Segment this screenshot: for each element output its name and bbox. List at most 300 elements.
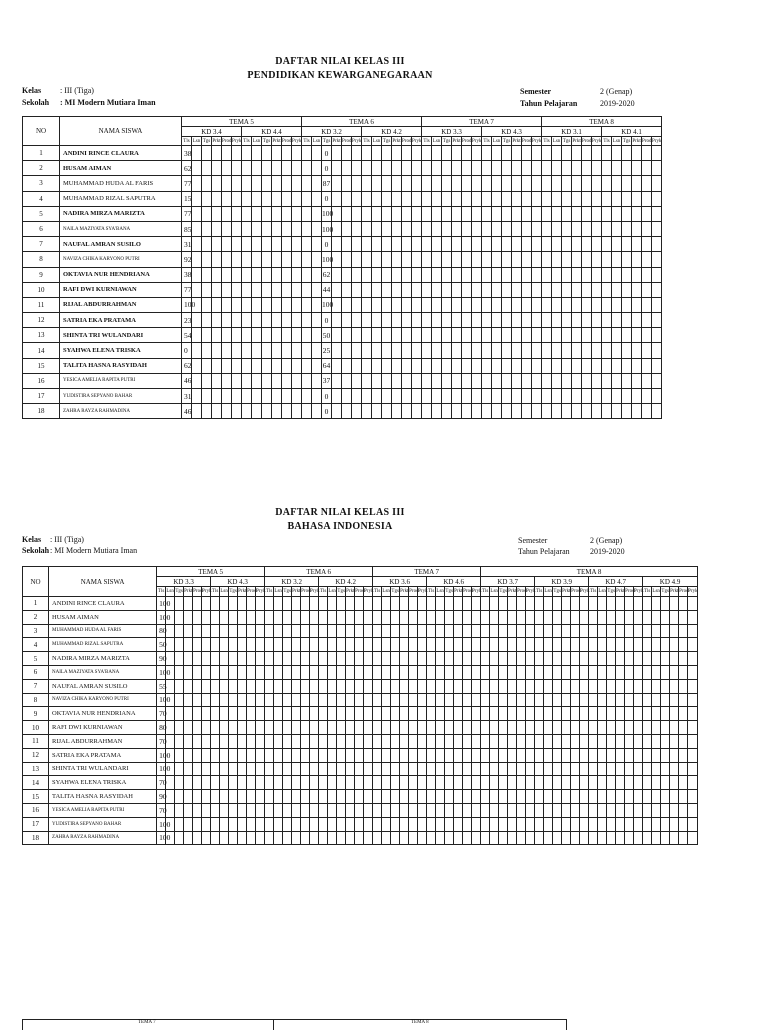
score-cell bbox=[400, 776, 409, 790]
score-cell bbox=[247, 679, 256, 693]
score-cell bbox=[220, 790, 229, 804]
score-cell bbox=[427, 734, 436, 748]
score-cell bbox=[328, 790, 337, 804]
score-cell bbox=[402, 191, 412, 206]
score-kd3-tugas: 100 bbox=[322, 252, 332, 267]
score-cell bbox=[310, 665, 319, 679]
score-cell bbox=[445, 638, 454, 652]
score-cell bbox=[634, 707, 643, 721]
score-cell bbox=[436, 693, 445, 707]
score-cell bbox=[508, 707, 517, 721]
score-cell bbox=[445, 679, 454, 693]
score-cell bbox=[442, 313, 452, 328]
score-cell bbox=[602, 358, 612, 373]
score-cell bbox=[522, 297, 532, 312]
assessment-type-header: Prkt bbox=[400, 587, 409, 597]
score-cell bbox=[391, 776, 400, 790]
score-cell bbox=[490, 638, 499, 652]
score-cell bbox=[352, 221, 362, 236]
score-cell bbox=[373, 831, 382, 845]
score-kd1-tulis: 70 bbox=[157, 734, 166, 748]
score-cell bbox=[229, 693, 238, 707]
score-cell bbox=[402, 343, 412, 358]
score-cell bbox=[372, 161, 382, 176]
score-cell bbox=[632, 328, 642, 343]
score-cell bbox=[598, 652, 607, 666]
score-cell bbox=[445, 831, 454, 845]
score-cell bbox=[373, 748, 382, 762]
score-cell bbox=[242, 297, 252, 312]
score-cell bbox=[392, 343, 402, 358]
score-cell bbox=[598, 665, 607, 679]
score-cell bbox=[616, 776, 625, 790]
score-cell bbox=[589, 734, 598, 748]
score-cell bbox=[283, 693, 292, 707]
score-cell bbox=[553, 597, 562, 611]
score-cell bbox=[508, 734, 517, 748]
header-row-tema bbox=[23, 567, 698, 577]
score-cell bbox=[422, 373, 432, 388]
score-cell bbox=[572, 176, 582, 191]
score-cell bbox=[256, 776, 265, 790]
student-row bbox=[23, 176, 662, 191]
score-cell bbox=[238, 638, 247, 652]
assessment-type-header: Prod bbox=[522, 138, 532, 144]
score-cell bbox=[220, 721, 229, 735]
score-kd1-tulis: 100 bbox=[157, 748, 166, 762]
score-cell bbox=[492, 343, 502, 358]
score-cell bbox=[242, 161, 252, 176]
score-cell bbox=[462, 373, 472, 388]
score-cell bbox=[625, 638, 634, 652]
score-cell bbox=[409, 707, 418, 721]
score-cell bbox=[312, 358, 322, 373]
score-cell bbox=[382, 817, 391, 831]
score-cell bbox=[481, 597, 490, 611]
kd-header: KD 4.9 bbox=[643, 577, 698, 587]
score-cell bbox=[462, 313, 472, 328]
score-cell bbox=[310, 638, 319, 652]
score-cell bbox=[502, 191, 512, 206]
score-cell bbox=[553, 665, 562, 679]
score-cell bbox=[688, 748, 698, 762]
score-cell bbox=[202, 191, 212, 206]
score-cell bbox=[612, 404, 622, 419]
score-cell bbox=[589, 638, 598, 652]
score-cell bbox=[422, 176, 432, 191]
score-cell bbox=[319, 610, 328, 624]
score-cell bbox=[634, 597, 643, 611]
score-cell bbox=[652, 638, 661, 652]
score-cell bbox=[301, 776, 310, 790]
score-cell bbox=[229, 707, 238, 721]
score-cell bbox=[412, 358, 422, 373]
score-cell bbox=[238, 665, 247, 679]
score-cell bbox=[193, 748, 202, 762]
score-cell bbox=[499, 748, 508, 762]
score-cell bbox=[310, 610, 319, 624]
student-number: 1 bbox=[23, 597, 49, 611]
score-cell bbox=[292, 665, 301, 679]
student-number: 15 bbox=[23, 790, 49, 804]
score-cell bbox=[652, 206, 662, 221]
score-cell bbox=[355, 762, 364, 776]
score-cell bbox=[472, 282, 482, 297]
score-cell bbox=[572, 373, 582, 388]
score-cell bbox=[472, 297, 482, 312]
student-number: 4 bbox=[23, 638, 49, 652]
score-cell bbox=[634, 831, 643, 845]
score-cell bbox=[352, 343, 362, 358]
score-cell bbox=[580, 707, 589, 721]
score-cell bbox=[642, 358, 652, 373]
score-cell bbox=[232, 206, 242, 221]
score-cell bbox=[202, 817, 211, 831]
assessment-type-header: Lsn bbox=[372, 138, 381, 144]
score-cell bbox=[679, 665, 688, 679]
score-cell bbox=[265, 707, 274, 721]
score-cell bbox=[184, 790, 193, 804]
student-number: 9 bbox=[23, 707, 49, 721]
score-cell bbox=[202, 343, 212, 358]
score-cell bbox=[502, 358, 512, 373]
score-cell bbox=[252, 358, 262, 373]
score-cell bbox=[238, 610, 247, 624]
score-cell bbox=[373, 734, 382, 748]
score-cell bbox=[184, 762, 193, 776]
score-cell bbox=[229, 803, 238, 817]
score-cell bbox=[535, 734, 544, 748]
score-cell bbox=[328, 831, 337, 845]
assessment-type-header: Lsn bbox=[544, 587, 553, 597]
score-cell bbox=[193, 762, 202, 776]
score-cell bbox=[175, 597, 184, 611]
score-kd1-tulis: 80 bbox=[157, 721, 166, 735]
score-cell bbox=[436, 790, 445, 804]
score-cell bbox=[402, 297, 412, 312]
score-cell bbox=[272, 252, 282, 267]
score-cell bbox=[282, 343, 292, 358]
score-cell bbox=[462, 297, 472, 312]
score-cell bbox=[535, 817, 544, 831]
assessment-type-header: Prkt bbox=[212, 138, 221, 144]
score-cell bbox=[481, 803, 490, 817]
score-cell bbox=[242, 373, 252, 388]
assessment-type-header: Pryk bbox=[634, 587, 643, 597]
score-cell bbox=[319, 762, 328, 776]
score-cell bbox=[454, 707, 463, 721]
score-cell bbox=[652, 790, 661, 804]
assessment-type-header: Tls bbox=[265, 587, 274, 597]
score-cell bbox=[632, 221, 642, 236]
assessment-type-header: Prkt bbox=[508, 587, 517, 597]
score-cell bbox=[632, 389, 642, 404]
score-cell bbox=[175, 734, 184, 748]
score-cell bbox=[622, 297, 632, 312]
assessment-type-header: Tls bbox=[643, 587, 652, 597]
score-cell bbox=[598, 707, 607, 721]
score-cell bbox=[292, 191, 302, 206]
score-cell bbox=[462, 252, 472, 267]
student-number: 8 bbox=[23, 252, 60, 267]
score-cell bbox=[193, 803, 202, 817]
score-cell bbox=[193, 652, 202, 666]
score-cell bbox=[342, 404, 352, 419]
score-cell bbox=[373, 790, 382, 804]
score-cell bbox=[382, 267, 392, 282]
score-cell bbox=[532, 191, 542, 206]
score-cell bbox=[362, 313, 372, 328]
score-cell bbox=[242, 328, 252, 343]
score-cell bbox=[220, 665, 229, 679]
score-cell bbox=[222, 343, 232, 358]
score-kd1-tulis: 54 bbox=[182, 328, 192, 343]
assessment-type-header: Prod bbox=[625, 587, 634, 597]
kd-header: KD 3.4 bbox=[182, 127, 242, 137]
score-cell bbox=[452, 297, 462, 312]
student-name: NADIRA MIRZA MARIZTA bbox=[60, 206, 182, 221]
score-cell bbox=[616, 652, 625, 666]
score-cell bbox=[310, 652, 319, 666]
score-cell bbox=[232, 267, 242, 282]
score-cell bbox=[625, 817, 634, 831]
score-cell bbox=[256, 707, 265, 721]
score-cell bbox=[632, 176, 642, 191]
score-cell bbox=[346, 638, 355, 652]
score-cell bbox=[452, 313, 462, 328]
score-cell bbox=[472, 734, 481, 748]
score-cell bbox=[265, 748, 274, 762]
score-cell bbox=[502, 282, 512, 297]
score-cell bbox=[463, 610, 472, 624]
score-cell bbox=[452, 252, 462, 267]
score-cell bbox=[522, 389, 532, 404]
score-cell bbox=[634, 734, 643, 748]
score-kd3-tugas: 0 bbox=[322, 191, 332, 206]
score-cell bbox=[622, 161, 632, 176]
score-cell bbox=[242, 358, 252, 373]
score-cell bbox=[400, 652, 409, 666]
score-cell bbox=[571, 734, 580, 748]
score-cell bbox=[652, 389, 662, 404]
score-cell bbox=[282, 221, 292, 236]
student-name: TALITA HASNA RASYIDAH bbox=[49, 790, 157, 804]
score-cell bbox=[238, 817, 247, 831]
score-cell bbox=[642, 373, 652, 388]
score-cell bbox=[463, 762, 472, 776]
score-kd3-tugas: 0 bbox=[322, 389, 332, 404]
score-cell bbox=[332, 404, 342, 419]
score-cell bbox=[283, 748, 292, 762]
score-cell bbox=[472, 221, 482, 236]
score-cell bbox=[422, 389, 432, 404]
score-cell bbox=[481, 679, 490, 693]
score-cell bbox=[202, 803, 211, 817]
score-cell bbox=[472, 328, 482, 343]
score-cell bbox=[589, 610, 598, 624]
tema-header: TEMA 7 bbox=[373, 567, 481, 577]
score-cell bbox=[553, 624, 562, 638]
score-cell bbox=[412, 191, 422, 206]
score-cell bbox=[562, 597, 571, 611]
student-row bbox=[23, 252, 662, 267]
student-name: ZAHRA RAYZA RAHMADINA bbox=[49, 831, 157, 845]
score-cell bbox=[373, 665, 382, 679]
score-cell bbox=[302, 404, 312, 419]
score-cell bbox=[490, 693, 499, 707]
score-cell bbox=[193, 734, 202, 748]
score-cell bbox=[422, 252, 432, 267]
score-cell bbox=[355, 721, 364, 735]
score-cell bbox=[616, 762, 625, 776]
score-cell bbox=[247, 665, 256, 679]
score-cell bbox=[592, 146, 602, 161]
score-cell bbox=[622, 146, 632, 161]
score-cell bbox=[481, 748, 490, 762]
score-cell bbox=[462, 237, 472, 252]
score-cell bbox=[346, 665, 355, 679]
score-cell bbox=[492, 373, 502, 388]
score-kd3-tugas: 44 bbox=[322, 282, 332, 297]
score-cell bbox=[463, 721, 472, 735]
score-cell bbox=[362, 252, 372, 267]
score-cell bbox=[418, 748, 427, 762]
score-cell bbox=[292, 776, 301, 790]
score-cell bbox=[571, 817, 580, 831]
score-cell bbox=[212, 221, 222, 236]
score-cell bbox=[265, 790, 274, 804]
score-cell bbox=[337, 638, 346, 652]
score-cell bbox=[517, 652, 526, 666]
score-cell bbox=[220, 679, 229, 693]
score-cell bbox=[562, 404, 572, 419]
score-cell bbox=[400, 597, 409, 611]
score-cell bbox=[499, 817, 508, 831]
score-cell bbox=[364, 776, 373, 790]
score-cell bbox=[427, 624, 436, 638]
score-cell bbox=[301, 721, 310, 735]
column-divider bbox=[273, 1020, 274, 1030]
score-cell bbox=[247, 803, 256, 817]
score-cell bbox=[625, 831, 634, 845]
score-cell bbox=[643, 762, 652, 776]
score-cell bbox=[688, 679, 698, 693]
score-cell bbox=[337, 693, 346, 707]
score-cell bbox=[292, 297, 302, 312]
score-cell bbox=[432, 237, 442, 252]
score-cell bbox=[526, 790, 535, 804]
score-cell bbox=[582, 161, 592, 176]
score-cell bbox=[342, 297, 352, 312]
score-cell bbox=[256, 831, 265, 845]
score-cell bbox=[642, 146, 652, 161]
score-cell bbox=[602, 161, 612, 176]
score-cell bbox=[602, 146, 612, 161]
score-cell bbox=[652, 831, 661, 845]
score-cell bbox=[572, 313, 582, 328]
score-cell bbox=[532, 161, 542, 176]
score-cell bbox=[364, 610, 373, 624]
score-cell bbox=[392, 191, 402, 206]
nama-header: NAMA SISWA bbox=[60, 117, 182, 146]
score-cell bbox=[512, 358, 522, 373]
score-cell bbox=[688, 610, 698, 624]
score-cell bbox=[490, 803, 499, 817]
score-cell bbox=[616, 734, 625, 748]
score-cell bbox=[292, 762, 301, 776]
score-cell bbox=[283, 652, 292, 666]
kd-header: KD 3.2 bbox=[302, 127, 362, 137]
score-cell bbox=[572, 146, 582, 161]
score-cell bbox=[292, 721, 301, 735]
score-cell bbox=[643, 652, 652, 666]
score-cell bbox=[571, 721, 580, 735]
score-cell bbox=[445, 707, 454, 721]
kd-header: KD 3.2 bbox=[265, 577, 319, 587]
score-cell bbox=[661, 762, 670, 776]
score-cell bbox=[499, 734, 508, 748]
assessment-type-header: Lsn bbox=[598, 587, 607, 597]
student-row bbox=[23, 282, 662, 297]
score-cell bbox=[391, 652, 400, 666]
tema-7-label: TEMA 7 bbox=[138, 1020, 156, 1025]
score-cell bbox=[412, 161, 422, 176]
assessment-type-header: Prkt bbox=[272, 138, 281, 144]
score-cell bbox=[652, 373, 662, 388]
score-cell bbox=[409, 597, 418, 611]
score-cell bbox=[572, 404, 582, 419]
score-cell bbox=[634, 748, 643, 762]
score-cell bbox=[622, 328, 632, 343]
score-cell bbox=[282, 252, 292, 267]
score-cell bbox=[553, 817, 562, 831]
score-cell bbox=[616, 707, 625, 721]
score-cell bbox=[232, 221, 242, 236]
assessment-type-header: Lsn bbox=[252, 138, 261, 144]
score-cell bbox=[482, 191, 492, 206]
score-cell bbox=[238, 831, 247, 845]
score-cell bbox=[175, 803, 184, 817]
assessment-type-header: Prkt bbox=[332, 138, 341, 144]
score-cell bbox=[622, 313, 632, 328]
score-cell bbox=[472, 206, 482, 221]
score-cell bbox=[382, 693, 391, 707]
score-cell bbox=[301, 624, 310, 638]
score-cell bbox=[436, 679, 445, 693]
score-cell bbox=[432, 313, 442, 328]
score-cell bbox=[616, 790, 625, 804]
score-cell bbox=[292, 693, 301, 707]
score-cell bbox=[392, 221, 402, 236]
score-cell bbox=[472, 707, 481, 721]
score-cell bbox=[612, 282, 622, 297]
score-cell bbox=[292, 803, 301, 817]
score-cell bbox=[526, 721, 535, 735]
score-cell bbox=[643, 610, 652, 624]
score-cell bbox=[373, 652, 382, 666]
kd-header: KD 3.1 bbox=[542, 127, 602, 137]
score-cell bbox=[643, 721, 652, 735]
score-cell bbox=[526, 679, 535, 693]
score-cell bbox=[382, 721, 391, 735]
score-cell bbox=[202, 267, 212, 282]
score-cell bbox=[342, 343, 352, 358]
assessment-type-header: Prod bbox=[463, 587, 472, 597]
score-cell bbox=[652, 146, 662, 161]
score-cell bbox=[481, 762, 490, 776]
sheet1-semester bbox=[520, 87, 633, 96]
score-cell bbox=[422, 221, 432, 236]
